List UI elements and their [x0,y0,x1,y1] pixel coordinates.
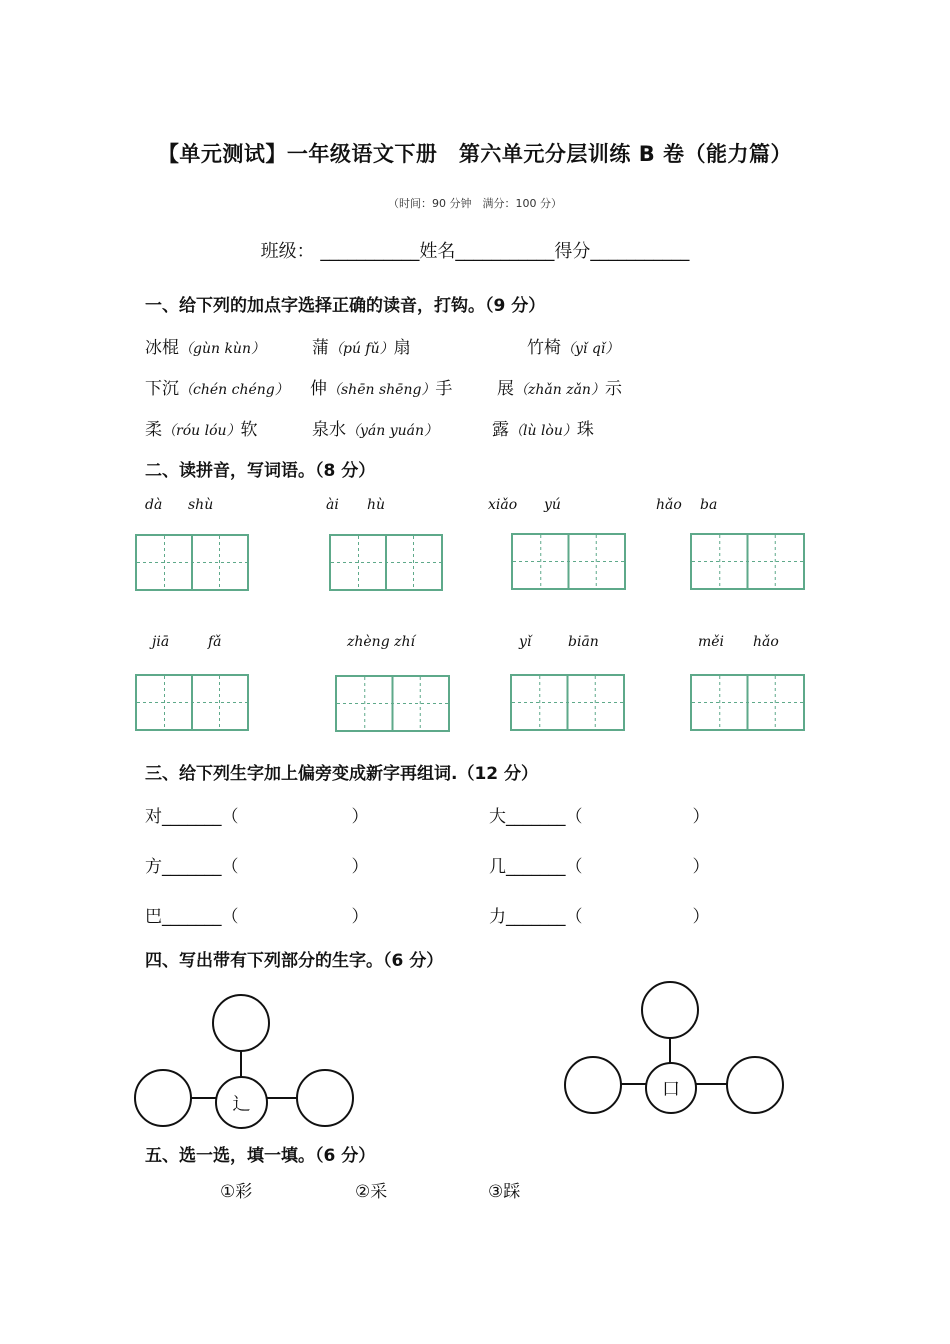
new-char-blank[interactable]: _______ [162,807,222,827]
option-item: ②采 [355,1182,388,1202]
answer-circle[interactable] [726,1056,784,1114]
paren-open: （ [221,807,239,827]
word: 蒲 [312,338,329,358]
pinyin-choice-item[interactable] [492,415,594,440]
pinyin-syllable: měi [698,634,725,650]
radical-item[interactable] [489,902,710,927]
grid-guides [137,676,247,729]
pinyin-options[interactable]: （yán yuán） [346,423,439,439]
word-suffix: 示 [604,379,622,399]
pinyin-syllable: fǎ [208,634,222,650]
class-blank[interactable]: ___________ [320,241,420,262]
pinyin-syllable: hù [367,497,386,513]
paren-open: （ [565,807,583,827]
paren-close: ） [692,857,710,877]
pinyin-choice-item[interactable] [497,374,622,399]
section4-heading: 四、写出带有下列部分的生字。（6 分） [145,951,444,971]
base-char: 几 [489,857,506,877]
radical-item[interactable] [489,852,710,877]
name-blank[interactable]: ___________ [455,241,555,262]
page-title: 【单元测试】一年级语文下册 第六单元分层训练 B 卷（能力篇） [157,142,793,166]
exam-info: （时间：90 分钟 满分：100 分） [388,197,562,210]
pinyin-options[interactable]: （chén chéng） [179,382,289,398]
word: 下沉 [145,379,179,399]
word-suffix: 扇 [393,338,411,358]
pinyin-options[interactable]: （róu lóu） [162,423,241,439]
answer-circle[interactable] [296,1069,354,1127]
pinyin-choice-item[interactable] [145,415,258,440]
paren-close: ） [351,807,369,827]
base-char: 方 [145,857,162,877]
word: 泉水 [312,420,346,440]
base-char: 力 [489,907,506,927]
connector-line [267,1097,298,1099]
pinyin-choice-item[interactable] [312,415,438,440]
section1-heading: 一、给下列的加点字选择正确的读音，打钩。（9 分） [145,296,546,316]
section2-heading: 二、读拼音，写词语。（8 分） [145,461,376,481]
grid-guides [512,676,623,729]
pinyin-options[interactable]: （shēn shēng） [327,382,436,398]
word-suffix: 软 [240,420,258,440]
connector-line [695,1083,728,1085]
new-char-blank[interactable]: _______ [506,907,566,927]
radical-item[interactable] [489,802,710,827]
class-label: 班级： [260,241,315,262]
pinyin-syllable: xiǎo [488,497,518,513]
writing-grid[interactable] [135,674,249,731]
radical-center-circle: 辶 [215,1076,268,1129]
grid-guides [137,536,247,589]
paren-close: ） [351,857,369,877]
section3-heading: 三、给下列生字加上偏旁变成新字再组词.（12 分） [145,764,539,784]
new-char-blank[interactable]: _______ [506,807,566,827]
paren-open: （ [221,857,239,877]
pinyin-syllable: yǐ [519,634,532,650]
answer-circle[interactable] [212,994,270,1052]
pinyin-syllable: dà [145,497,163,513]
pinyin-syllable: zhèng zhí [347,634,415,650]
writing-grid[interactable] [510,674,625,731]
pinyin-syllable: ba [700,497,718,513]
paren-open: （ [565,857,583,877]
pinyin-syllable: jiā [152,634,170,650]
paren-close: ） [351,907,369,927]
paren-open: （ [565,907,583,927]
radical-center-circle: 口 [645,1062,697,1114]
word-suffix: 手 [435,379,453,399]
writing-grid[interactable] [135,534,249,591]
name-label: 姓名 [419,241,456,262]
word: 竹椅 [527,338,561,358]
pinyin-syllable: shù [188,497,214,513]
pinyin-syllable: biān [568,634,599,650]
base-char: 大 [489,807,506,827]
grid-guides [692,535,803,588]
word-suffix: 珠 [576,420,594,440]
writing-grid[interactable] [690,533,805,590]
section5-heading: 五、选一选，填一填。（6 分） [145,1146,376,1166]
radical-item[interactable] [145,802,369,827]
grid-guides [337,677,448,730]
option-item: ③踩 [488,1182,521,1202]
connector-line [669,1037,671,1065]
pinyin-syllable: yú [544,497,561,513]
paren-close: ） [692,907,710,927]
base-char: 巴 [145,907,162,927]
grid-guides [513,535,624,588]
pinyin-syllable: ài [326,497,339,513]
answer-circle[interactable] [564,1056,622,1114]
new-char-blank[interactable]: _______ [506,857,566,877]
word: 伸 [310,379,327,399]
score-label: 得分 [554,241,591,262]
pinyin-syllable: hǎo [753,634,779,650]
word: 展 [497,379,514,399]
pinyin-syllable: hǎo [656,497,682,513]
pinyin-options[interactable]: （zhǎn zǎn） [514,382,605,398]
radical-item[interactable] [145,902,369,927]
connector-line [240,1050,242,1078]
pinyin-choice-item[interactable] [312,333,411,358]
word: 冰棍 [145,338,179,358]
paren-open: （ [221,907,239,927]
answer-circle[interactable] [134,1069,192,1127]
paren-close: ） [692,807,710,827]
new-char-blank[interactable]: _______ [162,907,222,927]
pinyin-choice-item[interactable] [527,333,619,358]
score-blank[interactable]: ___________ [590,241,690,262]
pinyin-options[interactable]: （yǐ qǐ） [561,341,620,357]
writing-grid[interactable] [329,534,443,591]
option-item: ①彩 [220,1182,253,1202]
answer-circle[interactable] [641,981,699,1039]
grid-guides [331,536,441,589]
writing-grid[interactable] [511,533,626,590]
word: 柔 [145,420,162,440]
writing-grid[interactable] [690,674,805,731]
pinyin-choice-item[interactable] [145,333,265,358]
grid-guides [692,676,803,729]
student-info-line [0,237,950,263]
pinyin-choice-item[interactable] [310,374,452,399]
word: 露 [492,420,509,440]
pinyin-options[interactable]: （pú fǔ） [329,341,394,357]
pinyin-options[interactable]: （gùn kùn） [179,341,265,357]
pinyin-choice-item[interactable] [145,374,289,399]
base-char: 对 [145,807,162,827]
radical-item[interactable] [145,852,369,877]
writing-grid[interactable] [335,675,450,732]
new-char-blank[interactable]: _______ [162,857,222,877]
connector-line [620,1083,647,1085]
connector-line [191,1097,217,1099]
pinyin-options[interactable]: （lù lòu） [509,423,577,439]
